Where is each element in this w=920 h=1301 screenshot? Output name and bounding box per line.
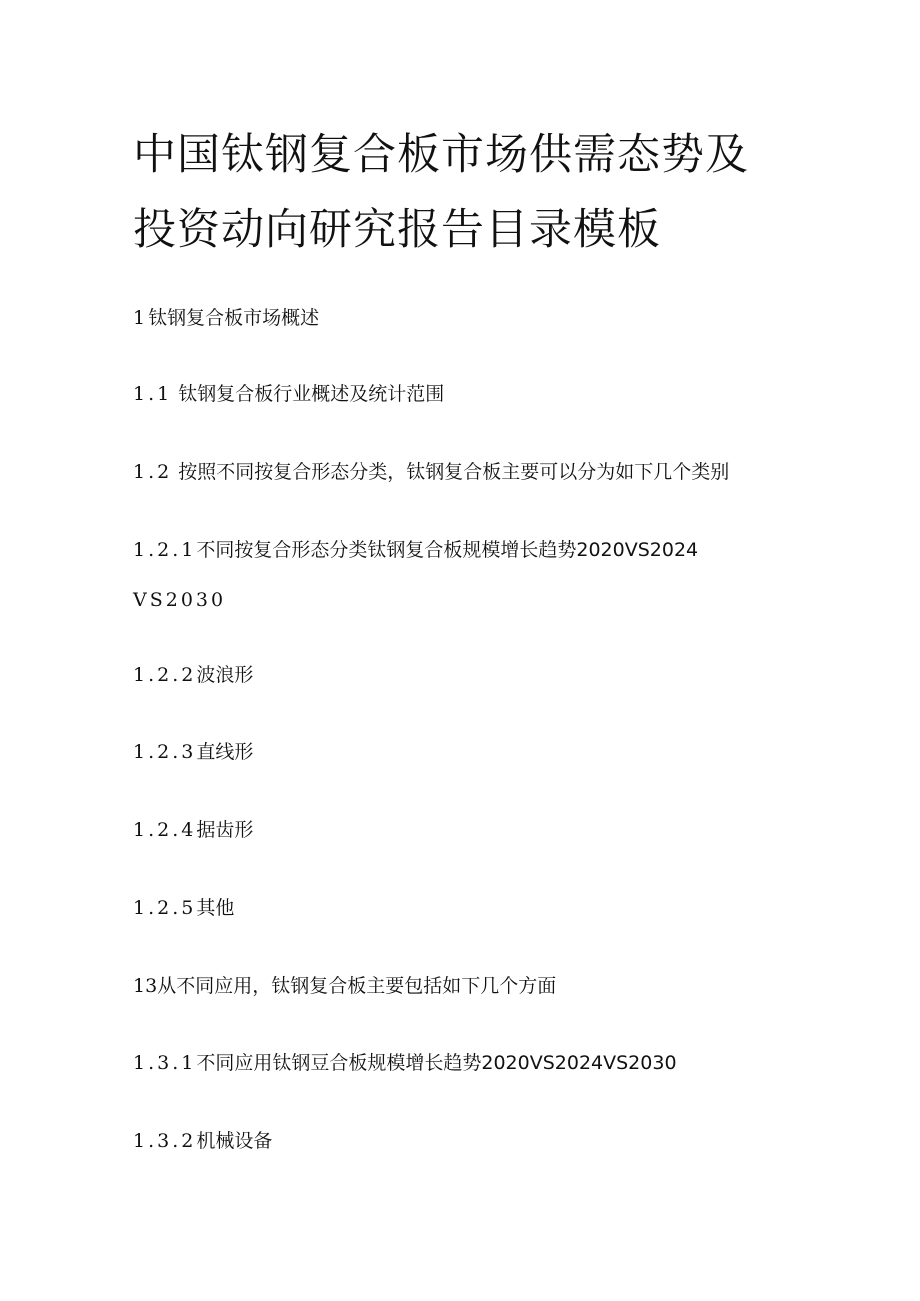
toc-number: 1.2.1 <box>133 539 197 561</box>
toc-number: 13 <box>133 975 158 997</box>
toc-entry-1-1 <box>133 381 444 407</box>
toc-number: 1.2.4 <box>133 819 197 841</box>
toc-text: 机械设备 <box>196 1130 273 1152</box>
toc-number: 1.1 <box>133 383 173 405</box>
toc-text: 直线形 <box>196 741 254 763</box>
toc-entry-1 <box>133 305 319 331</box>
toc-text: 从不同应用，钛钢复合板主要包括如下几个方面 <box>157 975 557 997</box>
toc-entry-1-3-1 <box>133 1050 677 1076</box>
toc-number: 1.2.2 <box>133 664 197 686</box>
toc-entry-1-3-2 <box>133 1128 272 1154</box>
toc-entry-1-2-1 <box>133 537 698 563</box>
toc-entry-1-2-4 <box>133 817 253 843</box>
toc-number: 1 <box>133 307 149 329</box>
document-title: 中国钛钢复合板市场供需态势及投资动向研究报告目录模板 <box>133 130 749 255</box>
toc-number: 1.3.1 <box>133 1052 197 1074</box>
toc-text: 不同应用钛钢豆合板规模增长趋势2020VS2024VS2030 <box>196 1052 677 1074</box>
toc-entry-1-3 <box>133 973 556 999</box>
toc-number: 1.3.2 <box>133 1130 197 1152</box>
toc-text: 其他 <box>196 897 235 919</box>
toc-text: 不同按复合形态分类钛钢复合板规模增长趋势2020VS2024 <box>196 539 699 561</box>
toc-text: 钛钢复合板市场概述 <box>148 307 320 329</box>
toc-text: 按照不同按复合形态分类，钛钢复合板主要可以分为如下几个类别 <box>178 461 730 483</box>
toc-entry-1-2-3 <box>133 739 253 765</box>
toc-entry-1-2 <box>133 459 729 485</box>
toc-number: 1.2 <box>133 461 173 483</box>
toc-text: 波浪形 <box>196 664 254 686</box>
toc-entry-1-2-5 <box>133 895 234 921</box>
toc-text: 钛钢复合板行业概述及统计范围 <box>178 383 445 405</box>
toc-text: 据齿形 <box>196 819 254 841</box>
toc-entry-1-2-1-continuation <box>133 587 226 613</box>
toc-entry-1-2-2 <box>133 662 253 688</box>
toc-text-continuation: VS2030 <box>133 589 227 611</box>
toc-number: 1.2.3 <box>133 741 197 763</box>
toc-number: 1.2.5 <box>133 897 197 919</box>
